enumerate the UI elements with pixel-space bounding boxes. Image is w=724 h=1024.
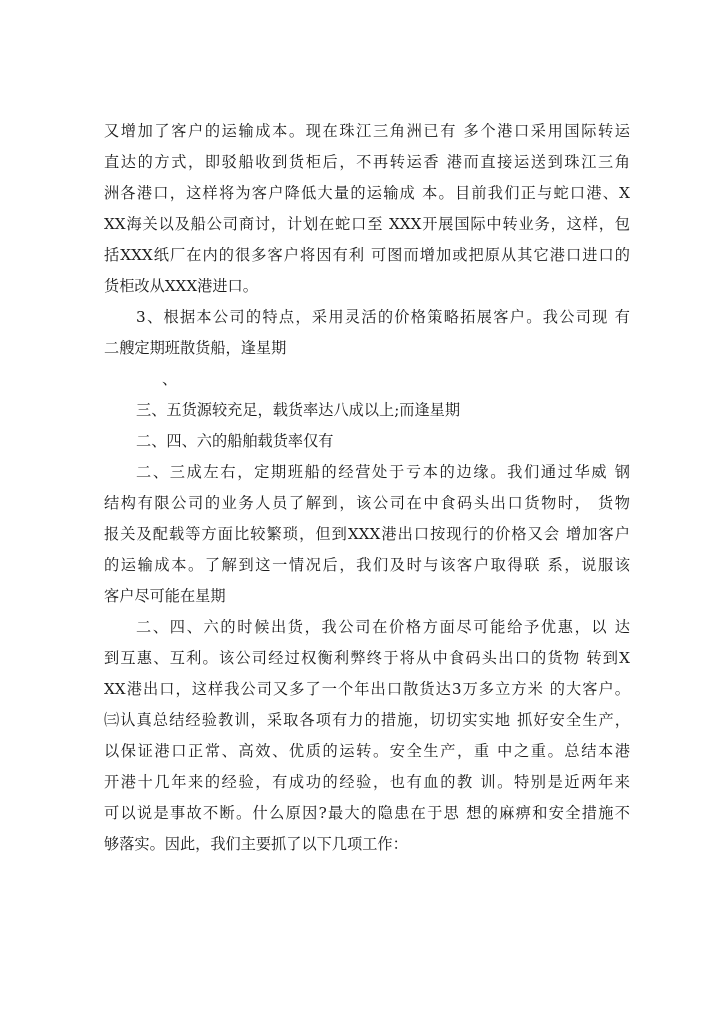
text-line: 二艘定期班散货船，逢星期 bbox=[104, 339, 287, 357]
text-line: 够落实。因此，我们主要抓了以下几项工作： bbox=[104, 835, 408, 853]
text-line: XX海关以及船公司商讨，计划在蛇口至 XXX开展国际中转业务，这样，包 bbox=[104, 215, 630, 233]
text-line: 客户尽可能在星期 bbox=[104, 587, 226, 605]
text-line: 报关及配载等方面比较繁琐，但到XXX港出口按现行的价格又会 增加客户 bbox=[104, 525, 630, 543]
text-line: 直达的方式，即驳船收到货柜后，不再转运香 港而直接运送到珠江三角 bbox=[104, 153, 630, 171]
document-body bbox=[104, 116, 630, 860]
paragraph bbox=[104, 612, 630, 860]
text-line: 可以说是事故不断。什么原因?最大的隐患在于思 想的麻痹和安全措施不 bbox=[104, 804, 630, 822]
paragraph bbox=[104, 302, 630, 364]
text-line: 又增加了客户的运输成本。现在珠江三角洲已有 多个港口采用国际转运 bbox=[104, 122, 630, 140]
text-line: 洲各港口，这样将为客户降低大量的运输成 本。目前我们正与蛇口港、X bbox=[104, 184, 630, 202]
text-line: 二、四、六的时候出货，我公司在价格方面尽可能给予优惠，以 达 bbox=[136, 618, 630, 636]
text-line: 二、三成左右，定期班船的经营处于亏本的边缘。我们通过华威 钢 bbox=[136, 463, 630, 481]
text-line: XX港出口，这样我公司又多了一个年出口散货达3万多立方米 的大客户。 bbox=[104, 680, 630, 698]
text-line: ㈢认真总结经验教训，采取各项有力的措施，切切实实地 抓好安全生产， bbox=[104, 711, 630, 729]
punctuation-mark: 、 bbox=[162, 370, 178, 388]
text-line: 括XXX纸厂在内的很多客户将因有利 可图而增加或把原从其它港口进口的 bbox=[104, 246, 630, 264]
text-line: 二、四、六的船舶载货率仅有 bbox=[136, 432, 334, 450]
text-line: 货柜改从XXX港进口。 bbox=[104, 277, 258, 295]
text-line: 的运输成本。了解到这一情况后，我们及时与该客户取得联 系，说服该 bbox=[104, 556, 630, 574]
paragraph bbox=[104, 457, 630, 612]
paragraph bbox=[104, 395, 630, 426]
text-line: 结构有限公司的业务人员了解到，该公司在中食码头出口货物时， 货物 bbox=[104, 494, 630, 512]
text-line: 开港十几年来的经验，有成功的经验，也有血的教 训。特别是近两年来 bbox=[104, 773, 630, 791]
paragraph bbox=[104, 364, 630, 395]
text-line: 三、五货源较充足，载货率达八成以上;而逢星期 bbox=[136, 401, 461, 419]
text-line: 以保证港口正常、高效、优质的运转。安全生产，重 中之重。总结本港 bbox=[104, 742, 630, 760]
text-line: 3、根据本公司的特点，采用灵活的价格策略拓展客户。我公司现 有 bbox=[136, 308, 630, 326]
paragraph bbox=[104, 426, 630, 457]
paragraph bbox=[104, 116, 630, 302]
text-line: 到互惠、互利。该公司经过权衡利弊终于将从中食码头出口的货物 转到X bbox=[104, 649, 630, 667]
